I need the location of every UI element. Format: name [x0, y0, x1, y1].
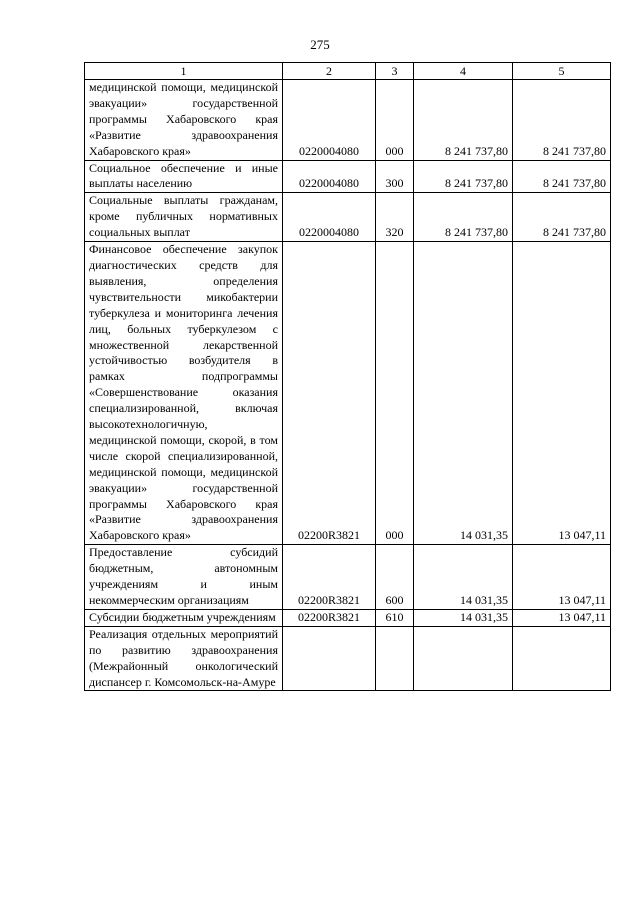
row-description: Финансовое обеспечение закупок диагностических средств для выявления, определения чувствительности микобактерии туберкулеза и мониторинга лечения лиц, больных туберкулезом с множественной лекарственной устойчивостью возбудителя в рамках подпрограммы «Совершенствование оказания специализированной, включая высокотехнологичную, медицинской помощи, скорой, в том числе скорой специализированной, медицинской помощи, медицинской эвакуации» государственной программы Хабаровского края «Развитие здравоохранения Хабаровского края»	[85, 242, 283, 545]
row-amount-col4: 8 241 737,80	[414, 80, 513, 161]
column-header-1: 1	[85, 63, 283, 80]
row-target-code	[283, 626, 376, 691]
row-amount-col4: 8 241 737,80	[414, 193, 513, 242]
table-header-row	[85, 63, 611, 80]
table-row	[85, 193, 611, 242]
row-expense-type: 000	[376, 80, 414, 161]
row-description: Реализация отдельных мероприятий по развитию здравоохранения (Межрайонный онкологический диспансер г. Комсомольск-на-Амуре	[85, 626, 283, 691]
row-expense-type: 300	[376, 160, 414, 193]
row-target-code: 0220004080	[283, 193, 376, 242]
column-header-3: 3	[376, 63, 414, 80]
row-amount-col4: 14 031,35	[414, 609, 513, 626]
row-target-code: 0220004080	[283, 80, 376, 161]
row-amount-col5	[513, 626, 611, 691]
column-header-2: 2	[283, 63, 376, 80]
row-amount-col4	[414, 626, 513, 691]
row-target-code: 02200R3821	[283, 545, 376, 610]
row-amount-col4: 14 031,35	[414, 545, 513, 610]
row-description: Предоставление субсидий бюджетным, автономным учреждениям и иным некоммерческим организациям	[85, 545, 283, 610]
table-row	[85, 609, 611, 626]
table-row	[85, 545, 611, 610]
row-description: Субсидии бюджетным учреждениям	[85, 609, 283, 626]
row-amount-col4: 14 031,35	[414, 242, 513, 545]
row-target-code: 02200R3821	[283, 242, 376, 545]
table-row	[85, 626, 611, 691]
table-row	[85, 80, 611, 161]
row-expense-type: 610	[376, 609, 414, 626]
row-amount-col5: 8 241 737,80	[513, 160, 611, 193]
row-expense-type: 600	[376, 545, 414, 610]
row-target-code: 02200R3821	[283, 609, 376, 626]
row-description: Социальные выплаты гражданам, кроме публичных нормативных социальных выплат	[85, 193, 283, 242]
row-target-code: 0220004080	[283, 160, 376, 193]
row-expense-type	[376, 626, 414, 691]
row-amount-col5: 13 047,11	[513, 545, 611, 610]
row-description: медицинской помощи, медицинской эвакуации» государственной программы Хабаровского края «Развитие здравоохранения Хабаровского края»	[85, 80, 283, 161]
budget-table	[84, 62, 611, 691]
row-description: Социальное обеспечение и иные выплаты населению	[85, 160, 283, 193]
row-amount-col5: 8 241 737,80	[513, 80, 611, 161]
page-number: 275	[310, 37, 330, 52]
row-expense-type: 320	[376, 193, 414, 242]
table-row	[85, 242, 611, 545]
table-row	[85, 160, 611, 193]
row-amount-col4: 8 241 737,80	[414, 160, 513, 193]
row-amount-col5: 13 047,11	[513, 242, 611, 545]
row-amount-col5: 8 241 737,80	[513, 193, 611, 242]
row-expense-type: 000	[376, 242, 414, 545]
row-amount-col5: 13 047,11	[513, 609, 611, 626]
column-header-4: 4	[414, 63, 513, 80]
column-header-5: 5	[513, 63, 611, 80]
